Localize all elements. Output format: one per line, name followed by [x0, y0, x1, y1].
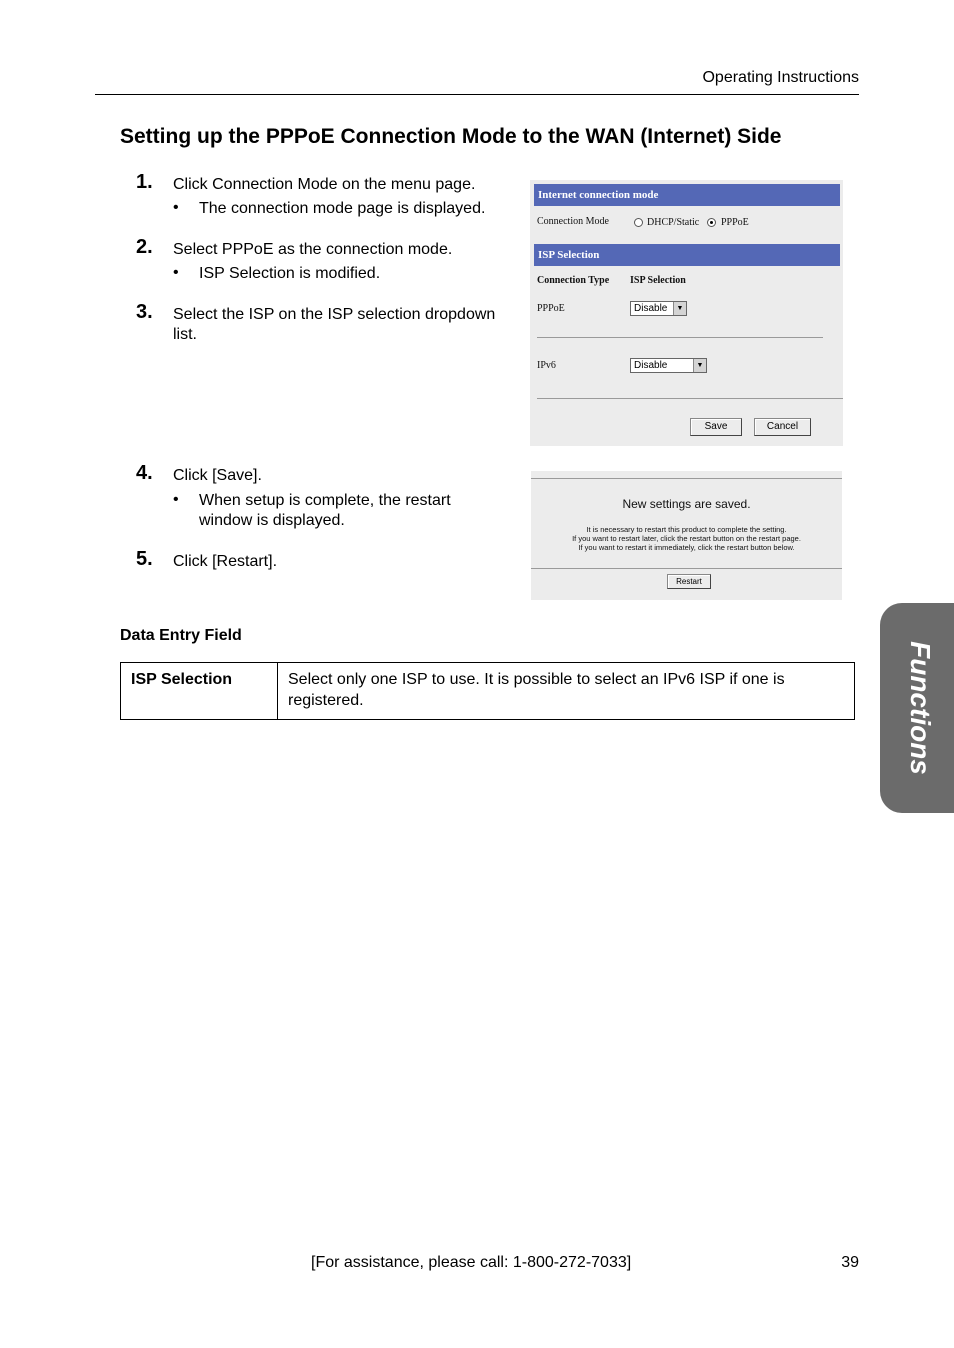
- step-2-number: 2.: [136, 236, 153, 258]
- step-5-number: 5.: [136, 548, 153, 570]
- pppoe-option-label: PPPoE: [721, 217, 749, 228]
- step-3-text-line1: Select the ISP on the ISP selection dropdown: [173, 306, 496, 323]
- header-divider: [95, 94, 859, 95]
- form-divider: [537, 398, 843, 399]
- pppoe-isp-select-value: Disable: [634, 303, 668, 314]
- step-2-text: Select PPPoE as the connection mode.: [173, 241, 453, 258]
- section-title: Setting up the PPPoE Connection Mode to the WAN (Internet) Side: [120, 125, 782, 148]
- save-button[interactable]: Save: [690, 418, 742, 436]
- ipv6-row-label: IPv6: [537, 360, 556, 371]
- restart-window-bottom-divider: [531, 568, 842, 569]
- functions-side-tab: [880, 603, 954, 813]
- connection-mode-screenshot: [530, 180, 843, 446]
- step-4-text: Click [Save].: [173, 467, 262, 484]
- connection-type-header: Connection Type: [537, 275, 610, 286]
- cancel-button[interactable]: Cancel: [754, 418, 811, 436]
- restart-window-top-divider: [531, 478, 842, 479]
- restart-notice-line1: It is necessary to restart this product to complete the setting.: [586, 525, 787, 534]
- step-1-number: 1.: [136, 171, 153, 193]
- step-5-text: Click [Restart].: [173, 553, 278, 570]
- table-row: [121, 663, 855, 720]
- restart-window-screenshot: [531, 471, 842, 600]
- field-name-cell: ISP Selection: [121, 663, 278, 720]
- bullet-icon: •: [173, 491, 179, 508]
- row-divider: [537, 337, 823, 338]
- dhcp-static-option-label: DHCP/Static: [647, 217, 700, 228]
- document-header-label: Operating Instructions: [702, 69, 859, 86]
- assistance-footer: [For assistance, please call: 1-800-272-7033]: [311, 1254, 632, 1271]
- restart-notice-line3: If you want to restart it immediately, click the restart button below.: [578, 543, 795, 552]
- step-1-text: Click Connection Mode on the menu page.: [173, 176, 476, 193]
- step-3-number: 3.: [136, 301, 153, 323]
- data-entry-field-heading: Data Entry Field: [120, 627, 242, 644]
- restart-button[interactable]: Restart: [667, 574, 711, 589]
- chevron-down-icon: ▼: [673, 302, 686, 315]
- pppoe-isp-select[interactable]: [630, 301, 687, 316]
- step-3-text-line2: list.: [173, 326, 197, 343]
- page-number: 39: [841, 1254, 859, 1271]
- pppoe-row-label: PPPoE: [537, 303, 565, 314]
- step-4-number: 4.: [136, 462, 153, 484]
- settings-saved-heading: New settings are saved.: [622, 497, 751, 511]
- ipv6-isp-select[interactable]: [630, 358, 707, 373]
- isp-selection-header: ISP Selection: [630, 275, 686, 286]
- step-2-bullet: ISP Selection is modified.: [199, 265, 381, 282]
- dhcp-static-radio[interactable]: [634, 218, 643, 227]
- connection-mode-label: Connection Mode: [537, 216, 609, 227]
- side-tab-label: Functions: [905, 641, 936, 775]
- pppoe-radio[interactable]: [707, 218, 716, 227]
- field-description-line1: Select only one ISP to use. It is possible to select an IPv6 ISP if one is: [288, 671, 785, 688]
- restart-notice-line2: If you want to restart later, click the restart button on the restart page.: [572, 534, 801, 543]
- step-1-bullet: The connection mode page is displayed.: [199, 200, 486, 217]
- field-description-line2: registered.: [288, 692, 364, 709]
- ipv6-isp-select-value: Disable: [634, 360, 668, 371]
- data-entry-table: [120, 662, 855, 720]
- bullet-icon: •: [173, 264, 179, 281]
- bullet-icon: •: [173, 199, 179, 216]
- internet-connection-mode-bar: Internet connection mode: [534, 184, 840, 206]
- field-description-cell: [278, 663, 855, 720]
- isp-selection-bar: ISP Selection: [534, 244, 840, 266]
- step-4-bullet-line1: When setup is complete, the restart: [199, 492, 451, 509]
- step-4-bullet-line2: window is displayed.: [199, 512, 345, 529]
- chevron-down-icon: ▼: [693, 359, 706, 372]
